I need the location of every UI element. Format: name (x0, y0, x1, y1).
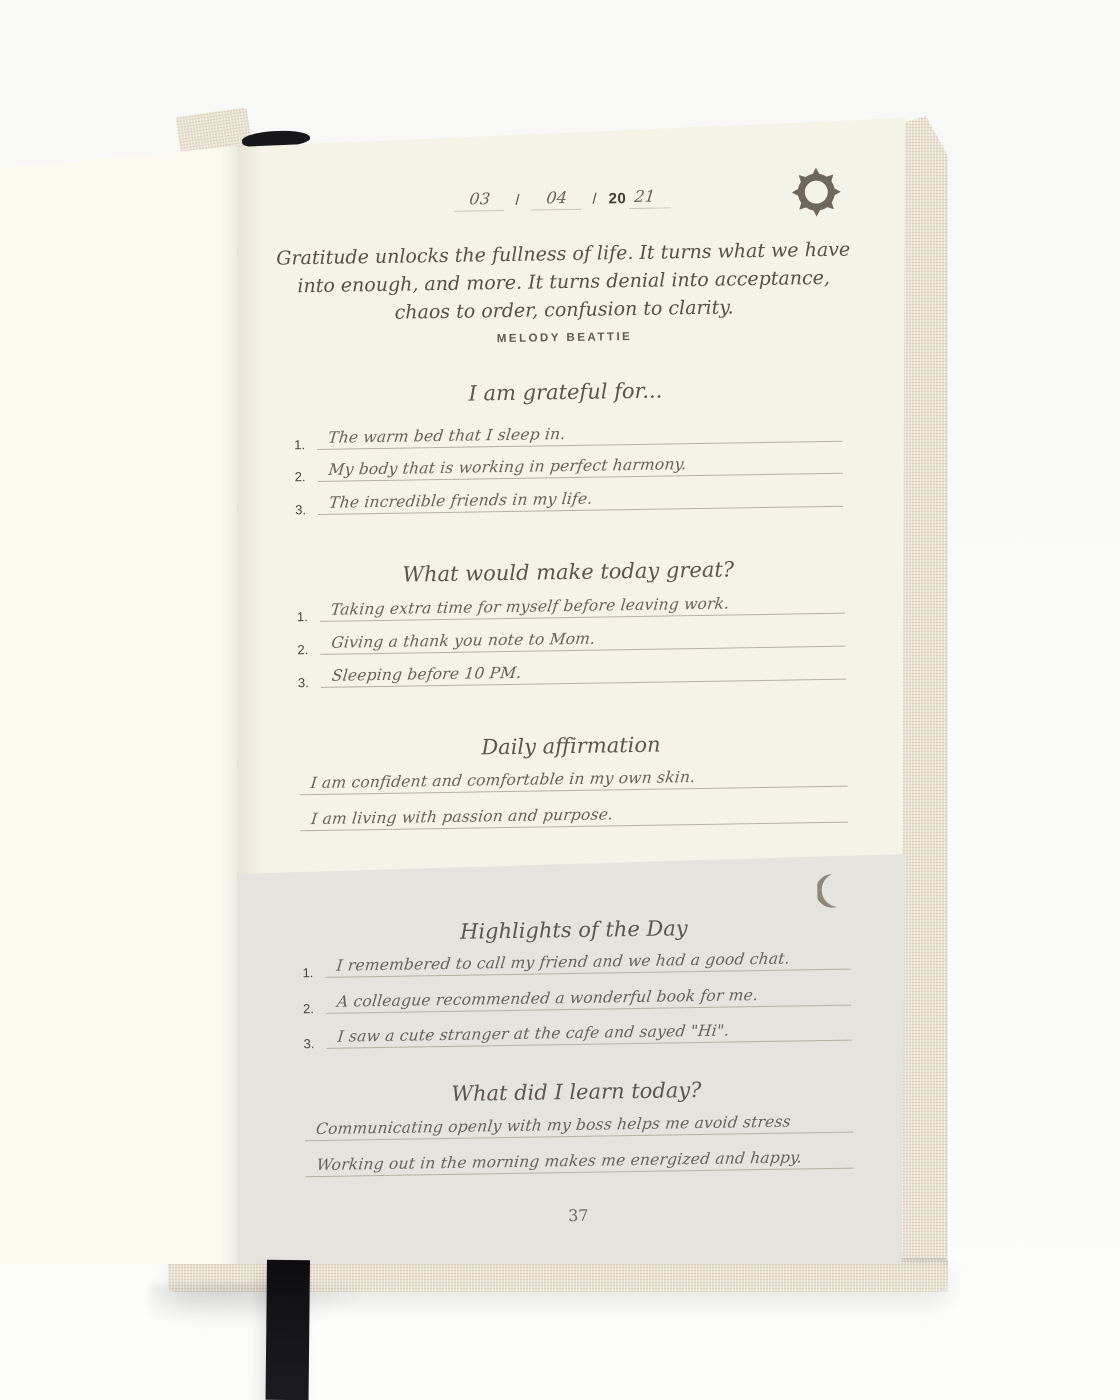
date-month-field (531, 188, 580, 211)
learned-line-2 (305, 1141, 853, 1178)
date-day-value: 03 (468, 189, 492, 209)
handwritten-entry: Taking extra time for myself before leaving work. (329, 594, 731, 619)
page-number: 37 (568, 1205, 589, 1226)
handwritten-entry: I am living with passion and purpose. (310, 805, 615, 829)
moon-icon (817, 870, 848, 917)
entry-rule (326, 977, 851, 1014)
gratitude-entry-2 (294, 446, 842, 483)
entry-rule (320, 618, 845, 655)
highlight-entry-2 (303, 978, 851, 1015)
affirmation-line-2 (300, 795, 848, 832)
date-year-suffix-value: 21 (633, 186, 657, 206)
handwritten-entry: Sleeping before 10 PM. (330, 663, 523, 685)
entry-rule (326, 1012, 851, 1049)
highlight-entry-3 (303, 1013, 851, 1050)
book-shadow (150, 1284, 370, 1330)
bookmark-ribbon (266, 1260, 310, 1400)
entry-rule (320, 585, 845, 622)
date-year-suffix-field (629, 186, 670, 209)
handwritten-entry: Giving a thank you note to Mom. (330, 629, 597, 652)
handwritten-entry: Working out in the morning makes me energized and happy. (315, 1148, 804, 1175)
entry-number: 2. (302, 1001, 315, 1017)
entry-rule (305, 1140, 853, 1178)
journal-page-content (227, 113, 913, 1269)
handwritten-entry: I saw a cute stranger at the cafe and sayed "Hi". (336, 1021, 731, 1046)
entry-rule (305, 1104, 853, 1142)
affirmation-line-1 (299, 759, 847, 796)
learned-line-1 (305, 1105, 853, 1142)
entry-number: 1. (294, 437, 306, 453)
handwritten-entry: The warm bed that I sleep in. (327, 425, 567, 447)
entry-rule (325, 941, 850, 978)
learned-title: What did I learn today? (451, 1077, 702, 1106)
today-great-entry-3 (298, 652, 846, 689)
gratitude-title: I am grateful for... (468, 378, 663, 406)
highlight-entry-1 (302, 942, 850, 979)
quote-line: chaos to order, confusion to clarity. (394, 296, 734, 324)
handwritten-entry: My body that is working in perfect harmony. (327, 455, 688, 479)
left-page (0, 146, 238, 1264)
handwritten-entry: A colleague recommended a wonderful book for me. (336, 986, 760, 1011)
handwritten-entry: The incredible friends in my life. (328, 489, 594, 512)
quote-line: Gratitude unlocks the fullness of life. It turns what we have (276, 238, 851, 270)
date-year-field (608, 186, 670, 209)
date-day-field (455, 189, 504, 212)
entry-number: 3. (303, 1036, 315, 1052)
today-great-entry-2 (297, 619, 845, 656)
handwritten-entry: I remembered to call my friend and we had a good chat. (335, 949, 791, 975)
entry-rule (300, 794, 848, 832)
entry-number: 1. (302, 965, 314, 981)
entry-rule (317, 413, 842, 450)
handwritten-entry: Communicating openly with my boss helps me avoid stress (315, 1112, 792, 1139)
date-separator: / (515, 191, 520, 209)
sun-icon (790, 166, 843, 224)
handwritten-entry: I am confident and comfortable in my own skin. (309, 768, 697, 793)
entry-number: 3. (297, 675, 309, 691)
entry-rule (321, 651, 846, 688)
date-year-prefix: 20 (608, 190, 627, 208)
highlights-title: Highlights of the Day (459, 916, 688, 944)
gratitude-entry-3 (295, 479, 843, 516)
date-separator: / (592, 190, 597, 208)
gratitude-entry-1 (294, 414, 842, 451)
daily-quote (229, 235, 898, 329)
make-today-great-title: What would make today great? (402, 557, 735, 587)
today-great-entry-1 (297, 586, 845, 623)
entry-number: 2. (294, 469, 306, 485)
entry-rule (299, 758, 847, 796)
entry-rule (317, 445, 842, 482)
date-month-value: 04 (545, 187, 569, 208)
entry-number: 3. (295, 502, 307, 518)
entry-number: 2. (297, 642, 309, 658)
entry-number: 1. (296, 609, 308, 625)
entry-rule (318, 478, 843, 515)
quote-line: into enough, and more. It turns denial into acceptance, (297, 266, 831, 298)
daily-affirmation-title: Daily affirmation (481, 732, 661, 760)
quote-attribution: MELODY BEATTIE (496, 330, 633, 346)
